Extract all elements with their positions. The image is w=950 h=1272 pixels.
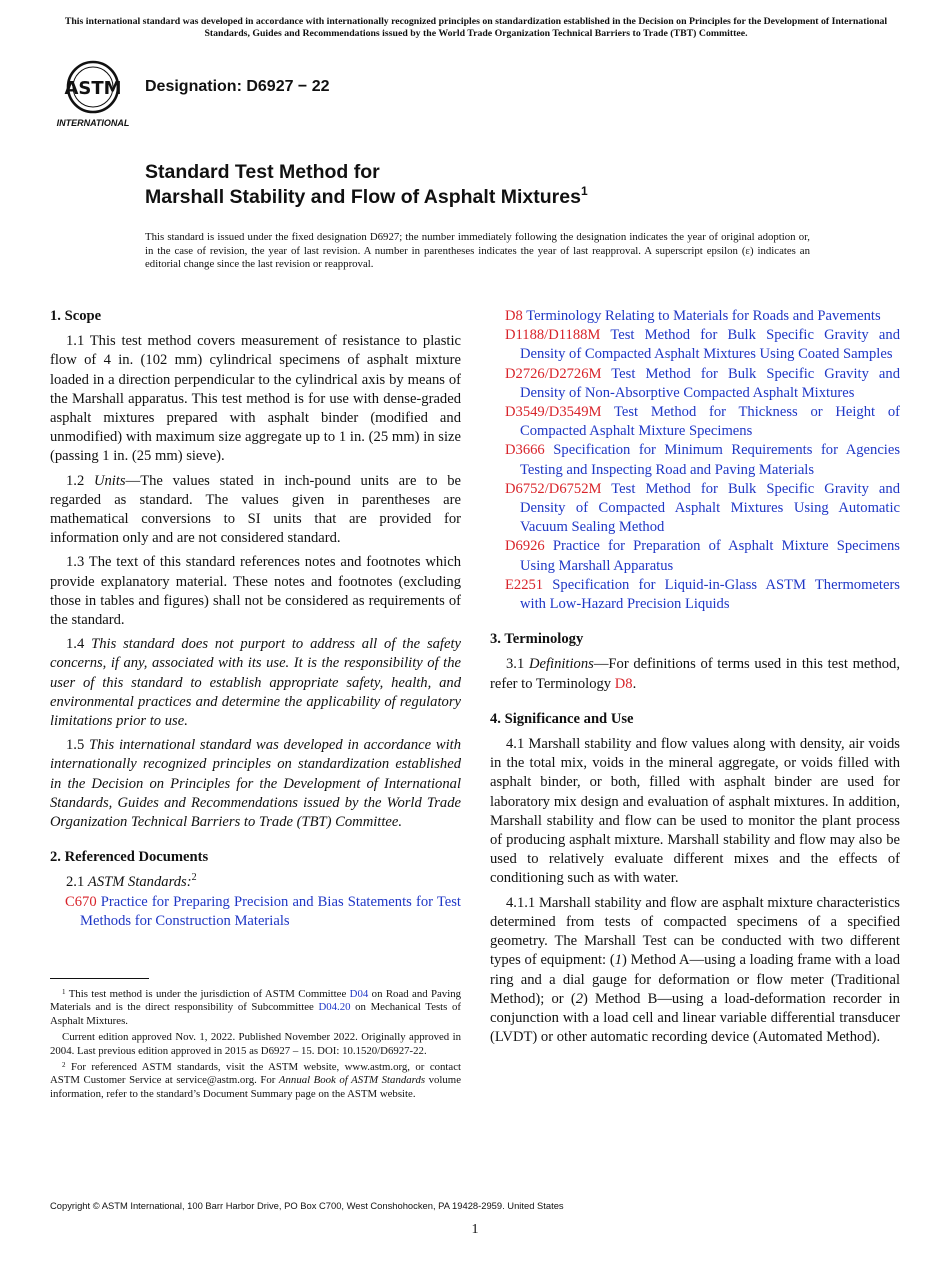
- paragraph-3-1: 3.1 Definitions—For definitions of terms used in this test method, refer to Terminology D8.: [490, 656, 900, 692]
- footnote-edition: Current edition approved Nov. 1, 2022. Published November 2022. Originally approved in 2004. Last previous edition approved in 2015 as D6927 – 15. DOI: 10.1520/D6927-22.: [50, 1031, 461, 1057]
- footnote-divider: [50, 978, 149, 979]
- footnotes: [50, 988, 461, 1104]
- reference-code-link[interactable]: D2726/D2726M: [505, 365, 602, 382]
- paragraph-1-1: 1.1 This test method covers measurement of resistance to plastic flow of 4 in. (102 mm) cylindrical specimens of asphalt mixture loaded in a direction perpendicular to the cylindrical axis by means of the Marshall apparatus. This test method is for use with dense-graded asphalt mixtures prepared with asphalt binder (modified and unmodified) with maximum size aggregate up to 1 in. (25 mm) in size (passing 1 in. (25 mm) sieve).: [50, 333, 461, 465]
- reference-title-link[interactable]: Test Method for Bulk Specific Gravity and Density of Compacted Asphalt Mixtures Using Coated Samples: [520, 327, 900, 363]
- reference-item[interactable]: [490, 441, 900, 479]
- paragraph-1-2: 1.2 Units—The values stated in inch-pound units are to be regarded as standard. The values given in parentheses are mathematical conversions to SI units that are provided for information only and are not considered standard.: [50, 472, 462, 547]
- reference-code-link[interactable]: E2251: [505, 576, 544, 593]
- footnote-link-d04[interactable]: D04: [349, 988, 369, 1000]
- terminology-link-d8[interactable]: D8: [614, 675, 633, 692]
- section-heading-terminology: 3. Terminology: [490, 631, 584, 648]
- reference-code-link[interactable]: C670: [65, 893, 97, 910]
- reference-code-link[interactable]: D8: [505, 308, 523, 324]
- title-line-2: Marshall Stability and Flow of Asphalt Mixtures$^1$: [145, 184, 588, 208]
- paragraph-4-1-1: 4.1.1 Marshall stability and flow are asphalt mixture characteristics determined from tests of compacted specimens of a specified geometry. The Marshall Test can be conducted with two different types of equipment: (1) Method A—using a loading frame with a load ring and a dial gauge for deformation or flow meter (Traditional Method); or (2) Method B—using a load-deformation recorder in conjunction with a load cell and linear variable differential transducer (LVDT) or other automatic recording device (Automated Method).: [490, 894, 900, 1046]
- reference-item[interactable]: [490, 480, 900, 538]
- paragraph-4-1: 4.1 Marshall stability and flow values along with density, air voids in the total mix, voids in the mineral aggregate, or voids filled with asphalt binder, or both, filled with asphalt binder are used for laboratory mix design and evaluation of asphalt mixtures. In addition, Marshall stability and flow can be used to monitor the plant process of producing asphalt mixture. Marshall stability and flow may also be used to relatively evaluate different mixes and the effects of conditioning such as with water.: [490, 736, 900, 887]
- reference-item[interactable]: [50, 893, 461, 931]
- reference-title-link[interactable]: Terminology Relating to Materials for Roads and Pavements: [526, 308, 881, 324]
- section-heading-referenced-documents: 2. Referenced Documents: [50, 849, 209, 866]
- logo-org: INTERNATIONAL: [56, 118, 130, 128]
- reference-item[interactable]: [490, 365, 900, 403]
- reference-title-link[interactable]: Practice for Preparation of Asphalt Mixture Specimens Using Marshall Apparatus: [520, 538, 900, 574]
- reference-item[interactable]: [490, 537, 900, 575]
- reference-title-link[interactable]: Practice for Preparing Precision and Bias Statements for Test Methods for Construction Materials: [80, 893, 461, 929]
- paragraph-2-1: 2.1 ASTM Standards:$^2$: [66, 872, 197, 891]
- reference-item[interactable]: [490, 576, 900, 614]
- page-number: 1: [471, 1222, 479, 1237]
- document-title: [145, 160, 588, 210]
- reference-title-link[interactable]: Specification for Minimum Requirements for Agencies Testing and Inspecting Road and Paving Materials: [520, 442, 901, 478]
- footnote-2: $^2$ For referenced ASTM standards, visit the ASTM website, www.astm.org, or contact ASTM Customer Service at service@astm.org. For Annual Book of ASTM Standards volume information, refer to the standard’s Document Summary page on the ASTM website.: [50, 1061, 461, 1100]
- paragraph-1-5: 1.5 This international standard was developed in accordance with internationally recognized principles on standardization established in the Decision on Principles for the Development of International Standards, Guides and Recommendations issued by the World Trade Organization Technical Barriers to Trade (TBT) Committee.: [50, 737, 462, 831]
- reference-title-link[interactable]: Test Method for Bulk Specific Gravity and Density of Compacted Asphalt Mixtures Using Automatic Vacuum Sealing Method: [520, 480, 900, 536]
- logo-letters: ASTM: [64, 78, 122, 99]
- right-column: [490, 307, 900, 1047]
- reference-item[interactable]: [490, 326, 900, 364]
- reference-code-link[interactable]: D3549/D3549M: [505, 404, 602, 421]
- copyright-notice: Copyright © ASTM International, 100 Barr Harbor Drive, PO Box C700, West Conshohocken, PA 19428-2959. United States: [50, 1200, 564, 1211]
- reference-code-link[interactable]: D6752/D6752M: [505, 480, 602, 497]
- reference-code-link[interactable]: D3666: [505, 442, 545, 459]
- footnote-1: $^1$ This test method is under the jurisdiction of ASTM Committee D04 on Road and Paving Materials and is the direct responsibility of Subcommittee D04.20 on Mechanical Tests of Asphalt Mixtures.: [50, 988, 462, 1027]
- reference-code-link[interactable]: D6926: [505, 538, 545, 555]
- reference-title-link[interactable]: Specification for Liquid-in-Glass ASTM Thermometers with Low-Hazard Precision Liquids: [520, 576, 900, 613]
- reference-item[interactable]: [490, 307, 900, 326]
- reference-title-link[interactable]: Test Method for Bulk Specific Gravity and Density of Non-Absorptive Compacted Asphalt Mixtures: [520, 365, 900, 401]
- title-line-1: Standard Test Method for: [145, 161, 380, 183]
- footnote-link-d04-20[interactable]: D04.20: [318, 1001, 351, 1014]
- left-column: [50, 307, 461, 931]
- title-footnote-mark: 1: [580, 184, 588, 198]
- astm-logo: [52, 56, 134, 132]
- paragraph-1-3: 1.3 The text of this standard references notes and footnotes which provide explanatory material. These notes and footnotes (excluding those in tables and figures) shall not be considered as requirements of the standard.: [50, 554, 461, 629]
- reference-title-link[interactable]: Test Method for Thickness or Height of Compacted Asphalt Mixture Specimens: [520, 404, 900, 440]
- reference-item[interactable]: [490, 403, 900, 441]
- designation: Designation: D6927 − 22: [145, 78, 330, 95]
- section-heading-scope: 1. Scope: [50, 308, 102, 324]
- tbt-notice: This international standard was developed in accordance with internationally recognized principles on standardization established in the Decision on Principles for the Development of International Standards, Guides and Recommendations issued by the World Trade Organization Technical Barriers to Trade (TBT) Committee.: [64, 16, 888, 39]
- issuance-statement: This standard is issued under the fixed designation D6927; the number immediately following the designation indicates the year of original adoption or, in the case of revision, the year of last revision. A number in parentheses indicates the year of last reapproval. A superscript epsilon (ε) indicates an editorial change since the last revision or reapproval.: [145, 231, 810, 270]
- paragraph-1-4: 1.4 This standard does not purport to address all of the safety concerns, if any, associated with its use. It is the responsibility of the user of this standard to establish appropriate safety, health, and environmental practices and determine the applicability of regulatory limitations prior to use.: [50, 636, 461, 730]
- section-heading-significance: 4. Significance and Use: [490, 710, 634, 727]
- reference-code-link[interactable]: D1188/D1188M: [505, 327, 601, 344]
